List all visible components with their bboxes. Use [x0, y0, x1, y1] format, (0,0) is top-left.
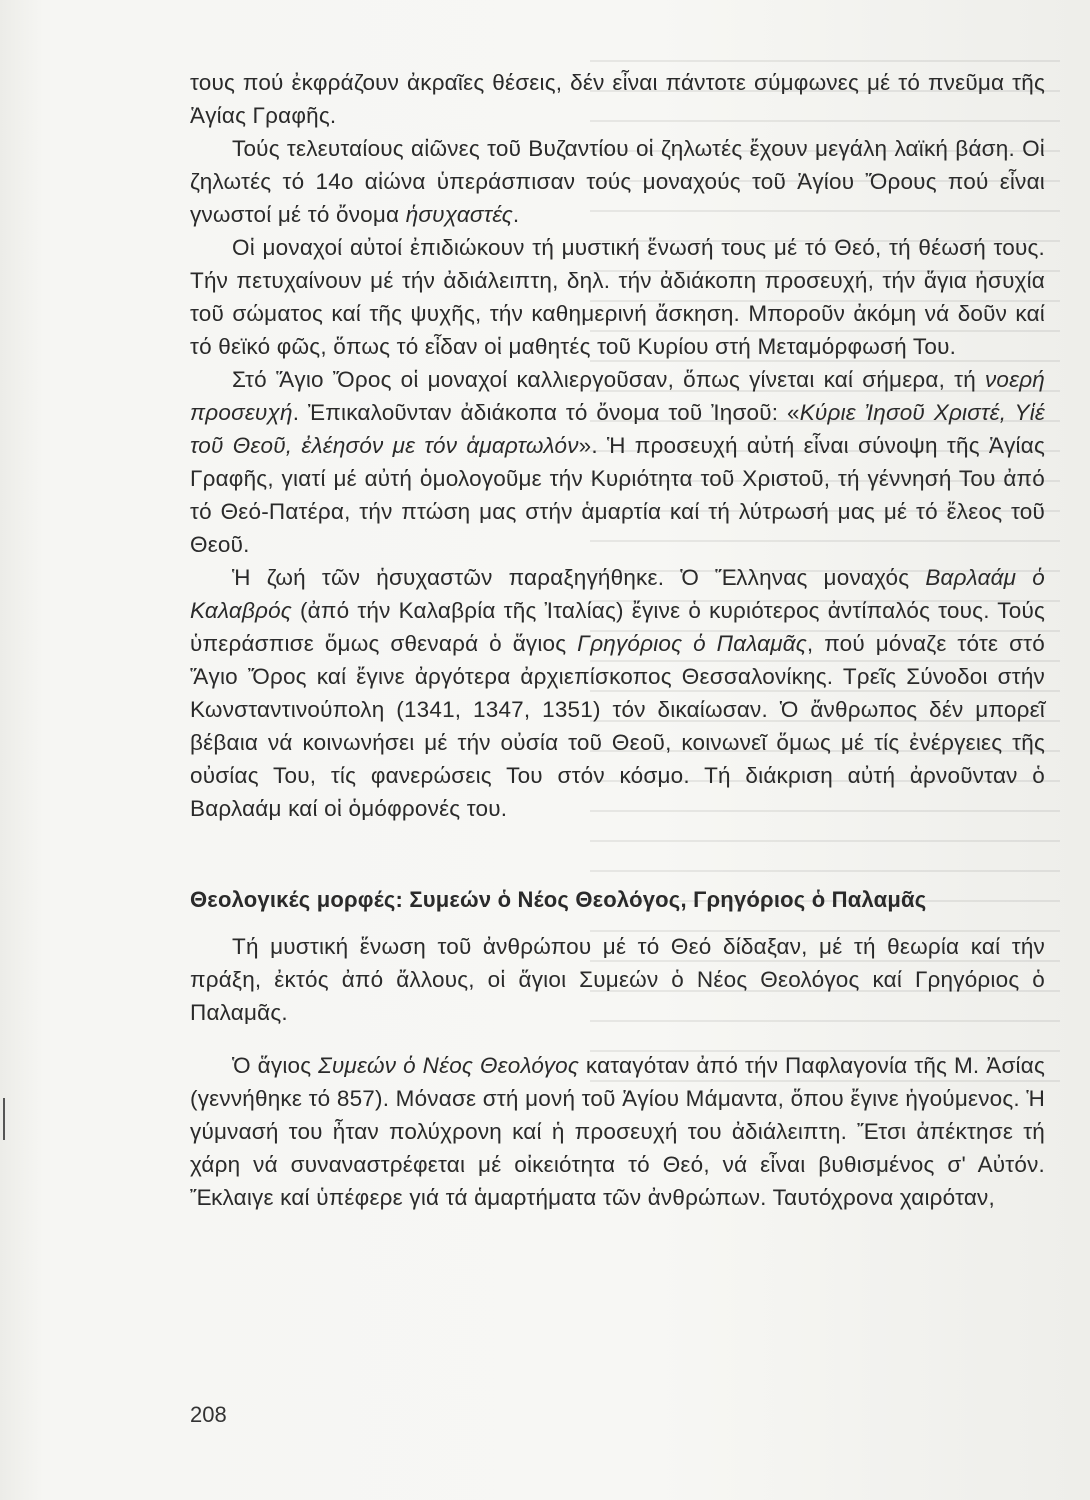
text-run: Ἡ ζωή τῶν ἡσυχαστῶν παραξηγήθηκε. Ὁ Ἕλληνας μοναχός — [232, 565, 926, 590]
text-run: , πού μόναζε τότε στό Ἅγιο Ὄρος καί ἔγινε ἀργότερα ἀρχιεπίσκοπος Θεσσαλονίκης. Τρεῖς Σύνοδοι στήν Κωνσταντινούπολη (1341, 1347, 1351) τόν δικαίωσαν. Ὁ ἄνθρωπος δέν μπορεῖ βέβαια νά κοινωνήσει μέ τήν οὐσία τοῦ Θεοῦ, κοινωνεῖ ὅμως μέ τίς ἐνέργειες τῆς οὐσίας Του, τίς φανερώσεις Του στόν κόσμο. Τή διάκριση αὐτή ἀρνοῦνταν ὁ Βαρλαάμ καί οἱ ὁμόφρονές του. — [190, 631, 1045, 821]
text-run: Τούς τελευταίους αἰῶνες τοῦ Βυζαντίου οἱ ζηλωτές ἔχουν μεγάλη λαϊκή βάση. Οἱ ζηλωτές τό 14ο αἰώνα ὑπεράσπισαν τούς μοναχούς τοῦ Ἁγίου Ὄρους πού εἶναι γνωστοί μέ τό ὄνομα — [190, 136, 1045, 227]
text-run: τους πού ἐκφράζουν ἀκραῖες θέσεις, δέν εἶναι πάντοτε σύμφωνες μέ τό πνεῦμα τῆς Ἁγίας Γραφῆς. — [190, 70, 1045, 128]
paragraph — [190, 231, 1045, 363]
italic-text: Κύριε Ἰησοῦ Χριστέ, Υἱέ τοῦ Θεοῦ, ἐλέησόν με τόν ἁμαρτωλόν — [190, 400, 1045, 458]
text-run: Στό Ἅγιο Ὄρος οἱ μοναχοί καλλιεργοῦσαν, ὅπως γίνεται καί σήμερα, τή — [232, 367, 985, 392]
text-run: . Ἐπικαλοῦνταν ἀδιάκοπα τό ὄνομα τοῦ Ἰησοῦ: « — [292, 400, 800, 425]
paragraph — [190, 930, 1045, 1029]
section-heading: Θεολογικές μορφές: Συμεών ὁ Νέος Θεολόγος, Γρηγόριος ὁ Παλαμᾶς — [190, 887, 927, 912]
page-number: 208 — [190, 1402, 227, 1427]
section-after — [190, 930, 1045, 1214]
italic-text: Γρηγόριος ὁ Παλαμᾶς — [577, 631, 807, 656]
text-run: καταγόταν ἀπό τήν Παφλαγονία τῆς Μ. Ἀσίας (γεννήθηκε τό 857). Μόνασε στή μονή τοῦ Ἁγίου Μάμαντα, ὅπου ἔγινε ἡγούμενος. Ἡ γύμνασή του ἦταν πολύχρονη καί ἡ προσευχή του ἀδιάλειπτη. Ἔτσι ἀπέκτησε τή χάρη νά συναναστρέφεται μέ οἰκειότητα τό Θεό, νά εἶναι βυθισμένος σ' Αὐτόν. Ἔκλαιγε καί ὑπέφερε γιά τά ἁμαρτήματα τῶν ἀνθρώπων. Ταυτόχρονα χαιρόταν, — [190, 1053, 1045, 1210]
section-before — [190, 66, 1045, 825]
text-run: ». Ἡ προσευχή αὐτή εἶναι σύνοψη τῆς Ἁγίας Γραφῆς, γιατί μέ αὐτή ὁμολογοῦμε τήν Κυριότητα τοῦ Χριστοῦ, τή γέννησή Του ἀπό τό Θεό-Πατέρα, τήν πτώση μας στήν ἁμαρτία καί τή λύτρωσή μας μέ τό ἔλεος τοῦ Θεοῦ. — [190, 433, 1045, 557]
text-run: (ἀπό τήν Καλαβρία τῆς Ἰταλίας) ἔγινε ὁ κυριότερος ἀντίπαλός τους. Τούς ὑπεράσπισε ὅμως σθεναρά ὁ ἅγιος — [190, 598, 1045, 656]
paragraph — [190, 561, 1045, 825]
paragraph — [190, 66, 1045, 132]
paragraph — [190, 363, 1045, 561]
body-text — [190, 66, 1045, 1214]
italic-text: ἡσυχαστές — [405, 202, 513, 227]
text-run: . — [512, 202, 520, 227]
text-run: Ὁ ἅγιος — [232, 1053, 319, 1078]
italic-text: νοερή προσευχή — [190, 367, 1045, 425]
text-run: Τή μυστική ἕνωση τοῦ ἀνθρώπου μέ τό Θεό δίδαξαν, μέ τή θεωρία καί τήν πράξη, ἐκτός ἀπό ἄλλους, οἱ ἅγιοι Συμεών ὁ Νέος Θεολόγος καί Γρηγόριος ὁ Παλαμᾶς. — [190, 934, 1045, 1025]
italic-text: Βαρλαάμ ὁ Καλαβρός — [190, 565, 1045, 623]
text-run: Οἱ μοναχοί αὐτοί ἐπιδιώκουν τή μυστική ἕνωσή τους μέ τό Θεό, τή θέωσή τους. Τήν πετυχαίνουν μέ τήν ἀδιάλειπτη, δηλ. τήν ἀδιάκοπη προσευχή, τήν ἅγια ἡσυχία τοῦ σώματος καί τῆς ψυχῆς, τήν καθημερινή ἄσκηση. Μποροῦν ἀκόμη νά δοῦν καί τό θεϊκό φῶς, ὅπως τό εἶδαν οἱ μαθητές τοῦ Κυρίου στή Μεταμόρφωσή Του. — [190, 235, 1045, 359]
italic-text: Συμεών ὁ Νέος Θεολόγος — [318, 1053, 580, 1078]
paragraph — [190, 1049, 1045, 1214]
paragraph — [190, 132, 1045, 231]
margin-mark — [3, 1098, 5, 1140]
